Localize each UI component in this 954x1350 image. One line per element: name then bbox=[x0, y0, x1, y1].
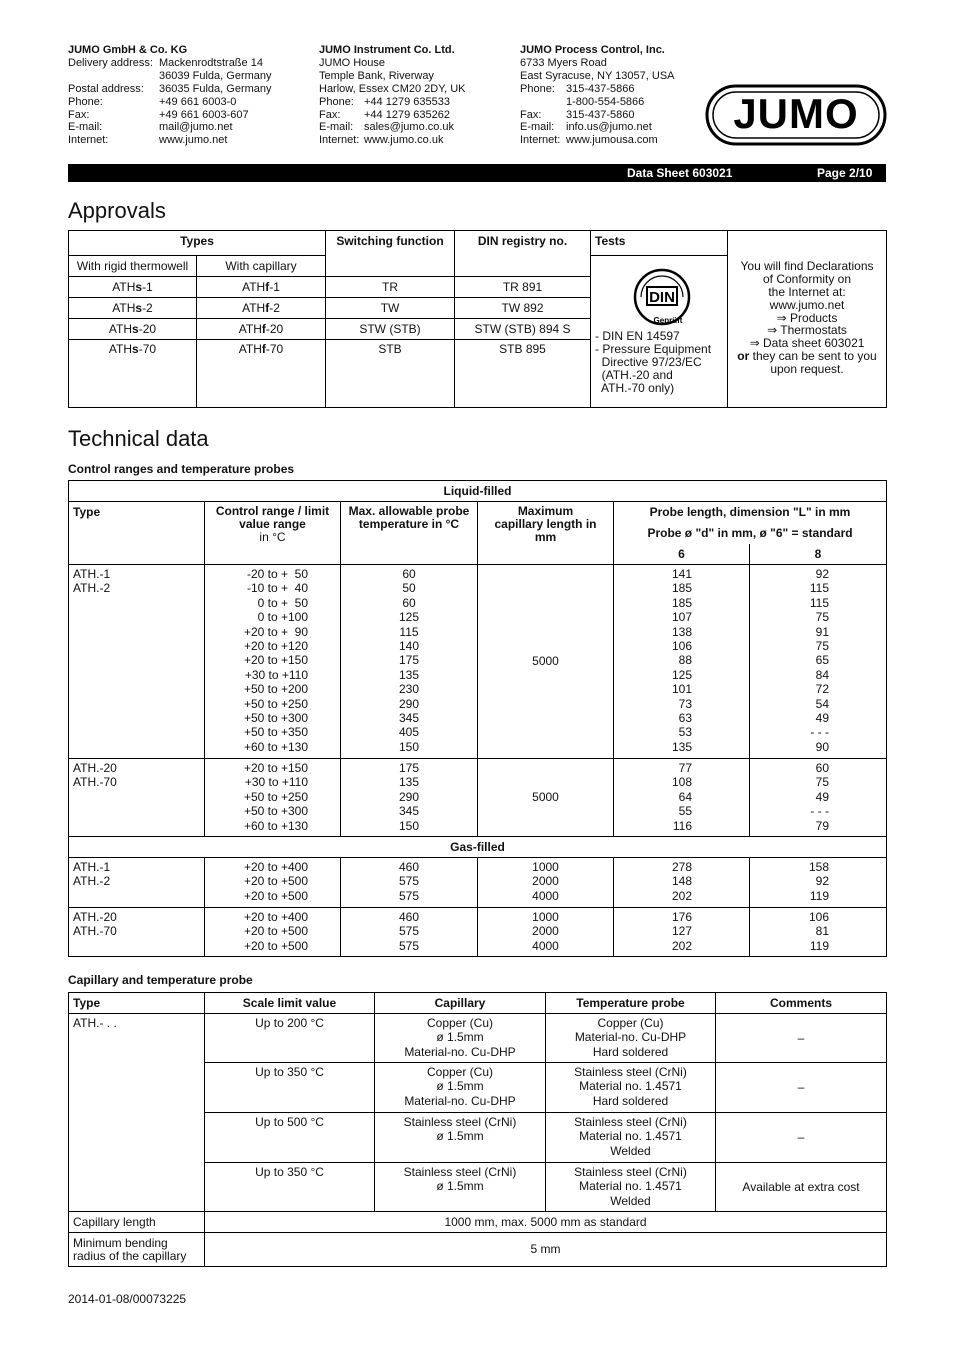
value: East Syracuse, NY 13057, USA bbox=[520, 69, 675, 82]
group-d8: 60 75 49 - - - 79 bbox=[750, 759, 887, 837]
header-control-range-unit: in °C bbox=[259, 530, 286, 544]
capillary-row bbox=[69, 1014, 887, 1063]
header-switching: Switching function bbox=[326, 231, 455, 277]
probe-material: Stainless steel (CrNi) Material no. 1.4571 Hard soldered bbox=[546, 1063, 716, 1113]
capillary-type bbox=[197, 319, 326, 340]
label: Internet: bbox=[520, 134, 561, 147]
value: www.jumo.co.uk bbox=[364, 134, 444, 147]
type-suffix: -20 bbox=[265, 321, 284, 336]
type-letter: f bbox=[265, 300, 270, 315]
bending-radius-value: 5 mm bbox=[205, 1233, 887, 1267]
capillary-length-value: 1000 mm, max. 5000 mm as standard bbox=[205, 1212, 887, 1233]
group-types: ATH.-1 ATH.-2 bbox=[69, 565, 205, 759]
value: 315-437-5860 bbox=[566, 108, 635, 121]
document-footer-id: 2014-01-08/00073225 bbox=[68, 1292, 187, 1306]
value: sales@jumo.co.uk bbox=[364, 121, 455, 134]
type-prefix: ATH bbox=[112, 279, 136, 294]
label: Internet: bbox=[319, 134, 360, 147]
tests-list bbox=[595, 330, 727, 395]
value: www.jumo.net bbox=[159, 134, 228, 147]
value: +44 1279 635533 bbox=[364, 95, 450, 108]
capillary-type bbox=[197, 298, 326, 319]
header-max-capillary: Maximum capillary length in mm bbox=[478, 502, 614, 565]
rigid-type bbox=[69, 319, 197, 340]
header-d8: 8 bbox=[750, 544, 887, 565]
type-prefix: ATH bbox=[112, 300, 136, 315]
seal-geprueft-text: Geprüft bbox=[653, 316, 683, 325]
company-block-usa bbox=[520, 44, 675, 147]
conformity-note bbox=[728, 231, 887, 408]
note-line: www.jumo.net bbox=[769, 297, 845, 312]
type-prefix: ATH bbox=[238, 342, 262, 356]
type-suffix: -2 bbox=[142, 300, 153, 315]
label: Fax: bbox=[319, 108, 341, 121]
group-max-temp: 460 575 575 bbox=[341, 858, 478, 908]
group-max-capillary: 1000 2000 4000 bbox=[478, 908, 614, 957]
approvals-table bbox=[68, 230, 887, 408]
type-suffix: -20 bbox=[138, 321, 157, 336]
label: E-mail: bbox=[520, 121, 555, 134]
header-probe-length: Probe length, dimension "L" in mm bbox=[614, 502, 887, 523]
type-letter: f bbox=[261, 342, 266, 356]
group-types: ATH.-20 ATH.-70 bbox=[69, 908, 205, 957]
value: Mackenrodtstraße 14 bbox=[159, 56, 263, 69]
label: E-mail: bbox=[319, 121, 354, 134]
company-name: JUMO Instrument Co. Ltd. bbox=[319, 44, 455, 56]
group-d8: 158 92 119 bbox=[750, 858, 887, 908]
value: JUMO House bbox=[319, 56, 386, 69]
type-prefix: ATH bbox=[242, 279, 266, 294]
header-din: DIN registry no. bbox=[455, 231, 591, 277]
probe-material: Stainless steel (CrNi) Material no. 1.4571 Welded bbox=[546, 1113, 716, 1163]
header-rigid: With rigid thermowell bbox=[69, 256, 197, 277]
logo-text: JUMO bbox=[733, 90, 859, 137]
bending-radius-label: Minimum bending radius of the capillary bbox=[69, 1233, 205, 1267]
din-registry: TR 891 bbox=[455, 277, 591, 298]
type-prefix: ATH bbox=[238, 321, 262, 336]
capillary-material: Stainless steel (CrNi) ø 1.5mm bbox=[375, 1163, 546, 1212]
switching-function: STW (STB) bbox=[326, 319, 455, 340]
type-prefix: ATH bbox=[108, 321, 133, 336]
capillary-subtitle: Capillary and temperature probe bbox=[68, 973, 253, 987]
scale-limit: Up to 350 °C bbox=[205, 1063, 375, 1113]
group-types: ATH.-1 ATH.-2 bbox=[69, 858, 205, 908]
group-ranges: +20 to +400 +20 to +500 +20 to +500 bbox=[205, 858, 341, 908]
company-block-germany bbox=[68, 44, 272, 147]
bending-radius-row bbox=[69, 1233, 887, 1267]
header-types: Types bbox=[69, 231, 326, 256]
capillary-material: Stainless steel (CrNi) ø 1.5mm bbox=[375, 1113, 546, 1163]
note-line: upon request. bbox=[770, 362, 844, 377]
capillary-type bbox=[197, 277, 326, 298]
type-letter: f bbox=[261, 321, 266, 336]
group-d8: 92 115 115 75 91 75 65 84 72 54 49 - - - 90 bbox=[750, 565, 887, 759]
note-or: or bbox=[737, 349, 750, 364]
label bbox=[520, 96, 566, 109]
label: Postal address: bbox=[68, 82, 144, 95]
gas-group-row bbox=[69, 908, 887, 957]
header-scale: Scale limit value bbox=[205, 993, 375, 1014]
value: 1-800-554-5866 bbox=[566, 95, 645, 108]
group-d6: 77 108 64 55 116 bbox=[614, 759, 750, 837]
group-d6: 141 185 185 107 138 106 88 125 101 73 63 53 135 bbox=[614, 565, 750, 759]
technical-data-title: Technical data bbox=[68, 426, 209, 451]
tests-line: Directive 97/23/EC bbox=[595, 354, 702, 369]
header-tests: Tests bbox=[591, 231, 728, 256]
type-suffix: -1 bbox=[269, 279, 280, 294]
header-control-range-text: Control range / limit value range bbox=[215, 504, 330, 531]
liquid-group-row bbox=[69, 565, 887, 759]
note-line: the Internet at: bbox=[768, 284, 846, 299]
type-letter: s bbox=[135, 279, 143, 294]
value: 6733 Myers Road bbox=[520, 56, 607, 69]
note-line: of Conformity on bbox=[762, 271, 852, 286]
tests-cell bbox=[591, 256, 728, 408]
scale-limit: Up to 350 °C bbox=[205, 1163, 375, 1212]
group-max-temp: 175 135 290 345 150 bbox=[341, 759, 478, 837]
group-max-capillary: 1000 2000 4000 bbox=[478, 858, 614, 908]
capillary-table bbox=[68, 992, 887, 1267]
value: mail@jumo.net bbox=[159, 121, 233, 134]
type-letter: s bbox=[132, 321, 139, 336]
gas-filled-header: Gas-filled bbox=[69, 837, 887, 858]
type-suffix: -70 bbox=[138, 342, 157, 356]
capillary-length-row bbox=[69, 1212, 887, 1233]
type-letter: f bbox=[265, 279, 270, 294]
capillary-material: Copper (Cu) ø 1.5mm Material-no. Cu-DHP bbox=[375, 1014, 546, 1063]
comment: – bbox=[716, 1014, 887, 1063]
label: Phone: bbox=[319, 95, 354, 108]
header-type: Type bbox=[69, 502, 205, 565]
comment: – bbox=[716, 1063, 887, 1113]
datasheet-bar bbox=[68, 164, 886, 182]
control-ranges-table bbox=[68, 480, 887, 957]
capillary-type: ATH.- . . bbox=[69, 1014, 205, 1212]
rigid-type bbox=[69, 277, 197, 298]
switching-function: TR bbox=[326, 277, 455, 298]
capillary-material: Copper (Cu) ø 1.5mm Material-no. Cu-DHP bbox=[375, 1063, 546, 1113]
tests-line: - DIN EN 14597 bbox=[595, 329, 680, 343]
company-name: JUMO Process Control, Inc. bbox=[520, 44, 665, 56]
switching-function: TW bbox=[326, 298, 455, 319]
liquid-group-row bbox=[69, 759, 887, 837]
gas-group-row bbox=[69, 858, 887, 908]
header-capillary: With capillary bbox=[197, 256, 326, 277]
note-line: they can be sent to you bbox=[749, 349, 877, 364]
seal-din-text: DIN bbox=[649, 289, 675, 306]
type-prefix: ATH bbox=[108, 342, 133, 356]
value: Harlow, Essex CM20 2DY, UK bbox=[319, 82, 466, 95]
datasheet-number: Data Sheet 603021 bbox=[627, 166, 733, 180]
label: Phone: bbox=[68, 95, 103, 108]
din-registry: STB 895 bbox=[455, 340, 591, 408]
type-prefix: ATH bbox=[242, 300, 266, 315]
scale-limit: Up to 200 °C bbox=[205, 1014, 375, 1063]
group-ranges: -20 to + 50 -10 to + 40 0 to + 50 0 to +100 +20 to + 90 +20 to +120 +20 to +150 +30 to +110 +50 to +200 +50 to +250 +50 to +300 +50 to +350 +60 to +130 bbox=[205, 565, 341, 759]
note-line: ⇒ Thermostats bbox=[767, 323, 847, 338]
value: +49 661 6003-607 bbox=[159, 108, 249, 121]
group-ranges: +20 to +400 +20 to +500 +20 to +500 bbox=[205, 908, 341, 957]
note-line: You will find Declarations bbox=[740, 258, 874, 273]
value: info.us@jumo.net bbox=[566, 121, 652, 134]
group-max-temp: 460 575 575 bbox=[341, 908, 478, 957]
tests-line: - Pressure Equipment bbox=[595, 341, 712, 356]
page-number: Page 2/10 bbox=[817, 166, 873, 180]
header-probe: Temperature probe bbox=[546, 993, 716, 1014]
group-d6: 278 148 202 bbox=[614, 858, 750, 908]
note-line: ⇒ Products bbox=[776, 310, 838, 325]
jumo-logo bbox=[705, 84, 887, 146]
header-control-range bbox=[205, 502, 341, 565]
label: Phone: bbox=[520, 82, 555, 95]
value: +44 1279 635262 bbox=[364, 108, 450, 121]
capillary-length-label: Capillary length bbox=[69, 1212, 205, 1233]
header-type: Type bbox=[69, 993, 205, 1014]
value: 36035 Fulda, Germany bbox=[159, 82, 272, 95]
tests-line: (ATH.-20 and bbox=[595, 367, 673, 382]
group-d6: 176 127 202 bbox=[614, 908, 750, 957]
type-letter: s bbox=[132, 342, 139, 356]
comment: – bbox=[716, 1113, 887, 1163]
comment: Available at extra cost bbox=[716, 1163, 887, 1212]
din-registry: STW (STB) 894 S bbox=[455, 319, 591, 340]
type-suffix: -70 bbox=[265, 342, 284, 356]
scale-limit: Up to 500 °C bbox=[205, 1113, 375, 1163]
tests-line: ATH.-70 only) bbox=[595, 380, 675, 395]
note-line: ⇒ Data sheet 603021 bbox=[749, 336, 865, 351]
approvals-title: Approvals bbox=[68, 198, 166, 223]
din-geprueft-seal bbox=[633, 268, 691, 326]
group-max-capillary: 5000 bbox=[478, 565, 614, 759]
header-max-temp: Max. allowable probe temperature in °C bbox=[341, 502, 478, 565]
group-types: ATH.-20 ATH.-70 bbox=[69, 759, 205, 837]
rigid-type bbox=[69, 298, 197, 319]
label: Delivery address: bbox=[68, 56, 153, 69]
rigid-type bbox=[69, 340, 197, 408]
control-ranges-subtitle: Control ranges and temperature probes bbox=[68, 462, 295, 476]
value: +49 661 6003-0 bbox=[159, 95, 237, 108]
company-name: JUMO GmbH & Co. KG bbox=[68, 44, 188, 56]
din-registry: TW 892 bbox=[455, 298, 591, 319]
value: Temple Bank, Riverway bbox=[319, 69, 434, 82]
value: 36039 Fulda, Germany bbox=[159, 69, 272, 82]
label: E-mail: bbox=[68, 121, 103, 134]
label: Fax: bbox=[68, 108, 90, 121]
group-ranges: +20 to +150 +30 to +110 +50 to +250 +50 to +300 +60 to +130 bbox=[205, 759, 341, 837]
capillary-type bbox=[197, 340, 326, 408]
type-letter: s bbox=[135, 300, 143, 315]
label: Fax: bbox=[520, 108, 542, 121]
switching-function: STB bbox=[326, 340, 455, 408]
value: www.jumousa.com bbox=[566, 134, 658, 147]
label: Internet: bbox=[68, 134, 109, 147]
group-max-temp: 60 50 60 125 115 140 175 135 230 290 345 405 150 bbox=[341, 565, 478, 759]
header-comments: Comments bbox=[716, 993, 887, 1014]
header-capillary: Capillary bbox=[375, 993, 546, 1014]
label bbox=[68, 70, 159, 83]
probe-material: Copper (Cu) Material-no. Cu-DHP Hard soldered bbox=[546, 1014, 716, 1063]
group-d8: 106 81 119 bbox=[750, 908, 887, 957]
group-max-capillary: 5000 bbox=[478, 759, 614, 837]
header-probe-diameter: Probe ø "d" in mm, ø "6" = standard bbox=[614, 523, 887, 544]
type-suffix: -1 bbox=[142, 279, 153, 294]
type-suffix: -2 bbox=[269, 300, 280, 315]
header-d6: 6 bbox=[614, 544, 750, 565]
value: 315-437-5866 bbox=[566, 82, 635, 95]
company-block-uk bbox=[319, 44, 466, 147]
liquid-filled-header: Liquid-filled bbox=[69, 481, 887, 502]
probe-material: Stainless steel (CrNi) Material no. 1.4571 Welded bbox=[546, 1163, 716, 1212]
